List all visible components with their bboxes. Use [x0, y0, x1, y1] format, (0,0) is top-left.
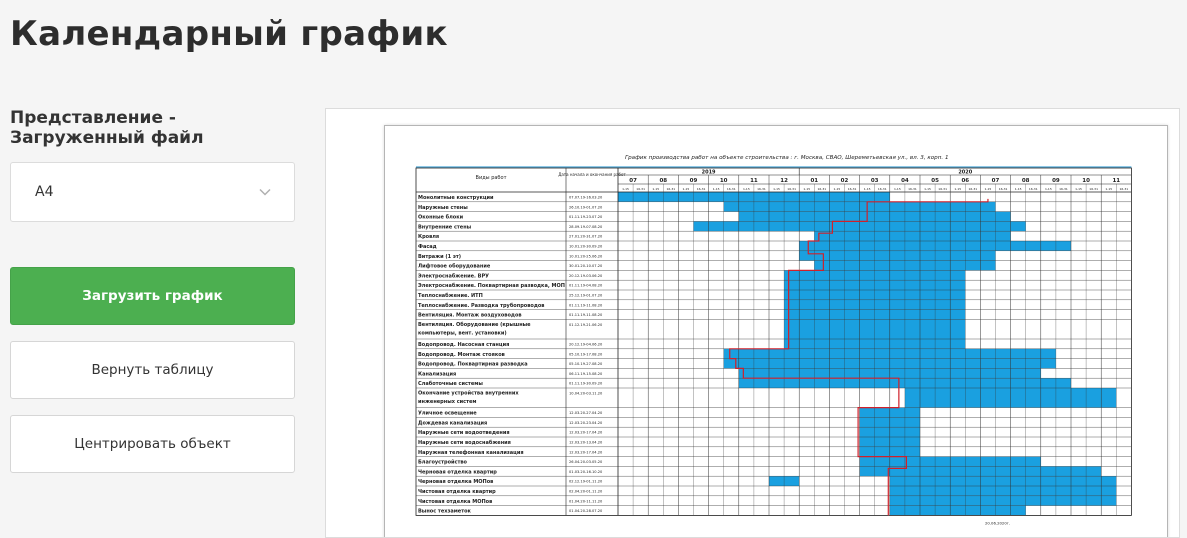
gantt-chart: [385, 126, 1167, 538]
task-name: Электроснабжение. ВРУ: [418, 273, 489, 280]
task-bar: [814, 231, 1010, 241]
task-name: Лифтовое оборудование: [418, 263, 491, 270]
month-label: 07: [629, 178, 637, 184]
half-label: 1-15: [984, 186, 992, 191]
month-label: 06: [961, 178, 970, 184]
task-name: Вентиляция. Монтаж воздуховодов: [418, 312, 522, 319]
task-dates: 05.10.19-17.08.20: [569, 352, 603, 357]
task-bar: [890, 486, 1117, 496]
half-label: 16-31: [938, 186, 948, 191]
half-label: 16-31: [787, 186, 797, 191]
document-sheet: [384, 125, 1168, 538]
half-label: 16-31: [696, 186, 706, 191]
task-name: инженерных систем: [418, 399, 477, 405]
task-dates: 20.12.19-04.06.20: [569, 342, 603, 347]
task-name: Монолитные конструкции: [418, 195, 494, 201]
task-dates: 10.04.20-03.11.20: [569, 391, 603, 396]
half-label: 1-15: [682, 186, 690, 191]
task-name: Теплоснабжение. ИТП: [418, 293, 483, 299]
task-dates: 01.04.20-11.11.20: [569, 499, 603, 504]
month-label: 03: [870, 178, 879, 184]
half-label: 16-31: [726, 186, 736, 191]
task-dates: 01.11.19-04.08.20: [569, 283, 603, 288]
half-label: 1-15: [773, 186, 780, 191]
month-label: 10: [719, 178, 728, 184]
task-name: компьютеры, вент. установки): [418, 330, 507, 337]
task-name: Внутренние стены: [418, 224, 472, 231]
half-label: 16-31: [908, 186, 917, 191]
month-label: 01: [810, 178, 819, 184]
task-name: Водопровод. Поквартирная разводка: [418, 361, 528, 368]
half-label: 1-15: [863, 186, 871, 191]
half-label: 1-15: [712, 186, 720, 191]
task-dates: 06.11.19-15.08.20: [569, 371, 603, 376]
half-label: 1-15: [1105, 186, 1113, 191]
half-label: 16-31: [1119, 186, 1129, 191]
task-name: Витражи (1 эт): [418, 253, 462, 260]
format-select-value: A4: [35, 184, 54, 200]
month-label: 11: [750, 178, 758, 184]
half-label: 1-15: [954, 186, 962, 191]
section-label: Представление - Загруженный файл: [10, 108, 204, 148]
month-label: 12: [780, 178, 788, 184]
half-label: 16-31: [877, 186, 887, 191]
task-dates: 01.11.19-11.08.20: [569, 303, 603, 308]
task-name: Наружная телефонная канализация: [418, 449, 524, 456]
task-dates: 01.04.20-28.07.20: [569, 509, 603, 514]
task-dates: 25.12.19-01.07.20: [569, 293, 603, 298]
task-name: Канализация: [418, 371, 457, 378]
task-name: Наружные стены: [418, 204, 468, 211]
task-bar: [890, 506, 1026, 516]
half-label: 16-31: [998, 186, 1008, 191]
month-label: 04: [901, 178, 909, 184]
task-name: Дождевая канализация: [418, 420, 488, 427]
half-label: 16-31: [666, 186, 676, 191]
chevron-down-icon: [258, 185, 272, 199]
half-label: 1-15: [652, 186, 660, 191]
half-label: 1-15: [833, 186, 841, 191]
half-label: 16-31: [1028, 186, 1038, 191]
task-name: Наружные сети водоснабжения: [418, 440, 511, 446]
task-dates: 01.11.19-11.08.20: [569, 313, 603, 318]
upload-schedule-button[interactable]: Загрузить график: [10, 267, 295, 325]
task-dates: 20.12.19-03.06.20: [569, 273, 603, 278]
task-name: Водопровод. Монтаж стояков: [418, 351, 505, 358]
task-dates: 02.04.20-01.11.20: [569, 489, 603, 494]
month-label: 05: [931, 178, 939, 184]
half-label: 16-31: [847, 186, 857, 191]
task-dates: 10.01.20-30.09.20: [569, 244, 603, 249]
task-dates: 07.07.19-16.03.20: [569, 195, 603, 200]
half-label: 1-15: [893, 186, 901, 191]
task-name: Электроснабжение. Поквартирная разводка, МОП: [418, 283, 565, 290]
task-name: Черновая отделка квартир: [418, 469, 497, 476]
sheet-caption: График производства работ на объекте строительства : г. Москва, СВАО, Шереметьевская ул., вл. 3, корп. 1: [625, 155, 949, 161]
year-label: 2019: [701, 169, 716, 176]
task-name: Благоустройство: [418, 459, 467, 466]
half-label: 16-31: [817, 186, 827, 191]
task-name: Водопровод. Насосная станция: [418, 342, 510, 348]
task-name: Фасад: [418, 244, 437, 250]
page-title: Календарный график: [10, 14, 448, 54]
task-name: Черновая отделка МОПов: [418, 479, 494, 486]
month-label: 11: [1112, 178, 1121, 184]
center-object-button[interactable]: Центрировать объект: [10, 415, 295, 473]
half-label: 1-15: [803, 186, 811, 191]
half-label: 1-15: [924, 186, 931, 191]
half-label: 1-15: [1044, 186, 1052, 191]
task-name: Окончание устройства внутренних: [418, 390, 519, 397]
task-dates: 12.03.20-27.04.20: [569, 411, 603, 416]
column-header-work: Виды работ: [475, 175, 507, 181]
task-name: Оконные блоки: [418, 214, 464, 221]
task-dates: 01.11.19-23.07.20: [569, 215, 603, 220]
task-dates: 12.03.20-17.04.20: [569, 450, 603, 455]
task-name: Слаботочные системы: [418, 381, 483, 388]
task-dates: 02.12.19-01.11.20: [569, 479, 603, 484]
task-name: Вынос техзаметок: [418, 508, 471, 515]
task-dates: 12.03.20-13.04.20: [569, 440, 603, 445]
task-dates: 26.04.20-03.05.20: [569, 460, 603, 465]
half-label: 16-31: [1059, 186, 1068, 191]
task-name: Наружные сети водоотведения: [418, 430, 510, 437]
task-bar: [890, 496, 1117, 506]
task-dates: 12.03.20-23.04.20: [569, 420, 603, 425]
task-bar: [799, 251, 995, 261]
month-label: 08: [659, 178, 668, 184]
half-label: 16-31: [1089, 186, 1099, 191]
half-label: 1-15: [1014, 186, 1022, 191]
month-label: 10: [1082, 178, 1090, 184]
task-name: Уличное освещение: [418, 410, 477, 417]
document-viewer[interactable]: [325, 108, 1180, 538]
half-label: 1-15: [1075, 186, 1082, 191]
year-label: 2020: [958, 169, 973, 176]
task-dates: 10.01.20-25.06.20: [569, 254, 603, 259]
task-dates: 01.11.19-30.09.20: [569, 381, 603, 386]
half-label: 16-31: [636, 186, 646, 191]
sidebar: [10, 108, 295, 473]
task-dates: 26.10.19-01.07.20: [569, 205, 603, 210]
task-name: Вентиляция. Оборудование (крышные: [418, 321, 531, 328]
task-dates: 12.03.20-17.04.20: [569, 430, 603, 435]
restore-table-button[interactable]: Вернуть таблицу: [10, 341, 295, 399]
task-name: Кровля: [418, 234, 440, 241]
format-select[interactable]: [10, 162, 295, 222]
month-label: 09: [689, 178, 698, 184]
task-name: Чистовая отделка квартир: [418, 489, 496, 495]
task-name: Чистовая отделка МОПов: [418, 498, 493, 505]
month-label: 08: [1021, 178, 1030, 184]
task-dates: 01.12.19-21.06.20: [569, 322, 603, 327]
signature-date: 20.06.2020г.: [985, 520, 1010, 526]
half-label: 1-15: [742, 186, 750, 191]
task-dates: 30.01.20-10.07.20: [569, 264, 603, 269]
task-dates: 28.09.19-07.08.20: [569, 224, 603, 229]
month-label: 09: [1052, 178, 1060, 184]
task-dates: 01.03.20-16.10.20: [569, 469, 603, 474]
task-dates: 05.10.19-27.08.20: [569, 362, 603, 367]
task-dates: 27.01.20-31.07.20: [569, 234, 603, 239]
task-bar: [890, 476, 1117, 486]
task-name: Теплоснабжение. Разводка трубопроводов: [418, 302, 545, 309]
column-header-dates: Дата начала и окончания работ: [558, 172, 626, 177]
month-label: 07: [991, 178, 1000, 184]
half-label: 16-31: [968, 186, 978, 191]
half-label: 1-15: [622, 186, 629, 191]
month-label: 02: [840, 178, 849, 184]
half-label: 16-31: [757, 186, 766, 191]
